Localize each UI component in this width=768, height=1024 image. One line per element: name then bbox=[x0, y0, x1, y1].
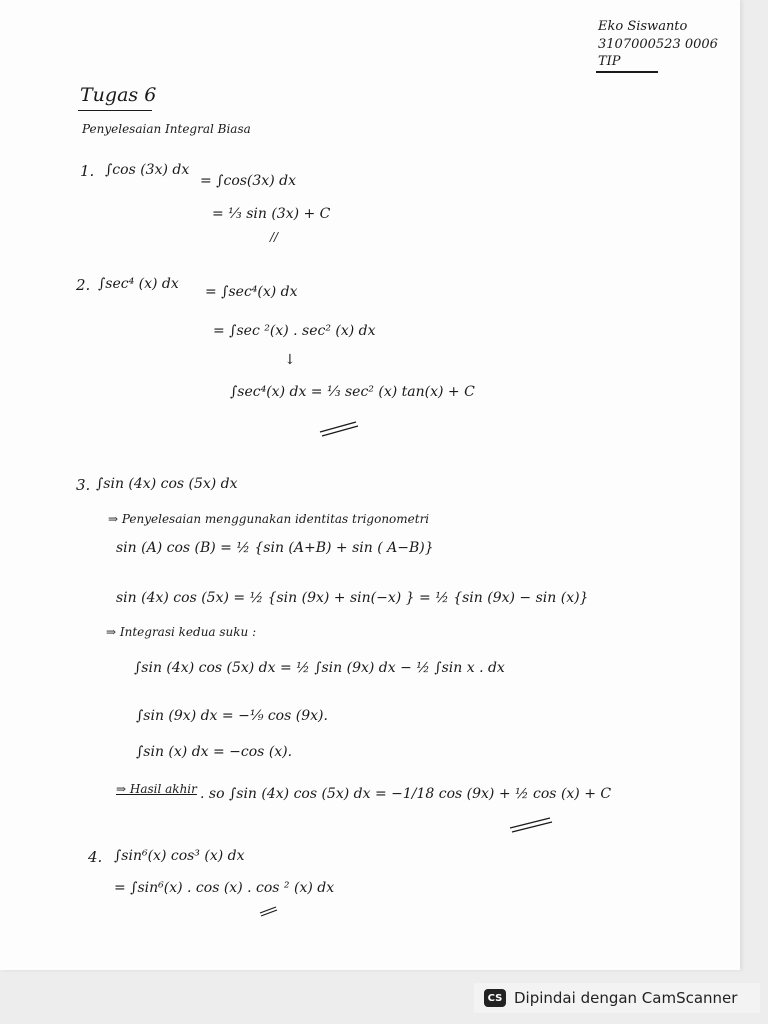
problem-3-final-label: ⇒ Hasil akhir bbox=[116, 782, 197, 796]
problem-3-done-mark bbox=[508, 812, 554, 834]
problem-1-step-2: = ⅓ sin (3x) + C bbox=[212, 206, 331, 222]
problem-2-result: ∫sec⁴(x) dx = ⅓ sec² (x) tan(x) + C bbox=[230, 384, 475, 400]
problem-3-note-2: ⇒ Integrasi kedua suku : bbox=[106, 625, 257, 639]
problem-1-number: 1. bbox=[80, 162, 95, 180]
problem-1-step-1: = ∫cos(3x) dx bbox=[200, 173, 296, 189]
problem-3-integral-1: ∫sin (9x) dx = −⅑ cos (9x). bbox=[136, 708, 328, 724]
problem-3-identity: sin (A) cos (B) = ½ {sin (A+B) + sin ( A−B)} bbox=[116, 540, 434, 556]
problem-1-question: ∫cos (3x) dx bbox=[105, 162, 190, 178]
author-name: Eko Siswanto bbox=[598, 19, 688, 34]
problem-3-split: ∫sin (4x) cos (5x) dx = ½ ∫sin (9x) dx − ½ ∫sin x . dx bbox=[134, 660, 505, 676]
camscanner-text: Dipindai dengan CamScanner bbox=[514, 989, 738, 1007]
author-id: 3107000523 0006 bbox=[598, 37, 718, 52]
camscanner-watermark bbox=[474, 983, 760, 1013]
problem-4-step-1: = ∫sin⁶(x) . cos (x) . cos ² (x) dx bbox=[114, 880, 335, 896]
problem-1-done-mark: // bbox=[270, 230, 279, 244]
problem-4-number: 4. bbox=[88, 848, 103, 866]
problem-3-note-1: ⇒ Penyelesaian menggunakan identitas trigonometri bbox=[108, 512, 430, 526]
problem-2-question: ∫sec⁴ (x) dx bbox=[98, 276, 179, 292]
problem-2-done-mark bbox=[318, 418, 360, 438]
problem-3-apply: sin (4x) cos (5x) = ½ {sin (9x) + sin(−x) } = ½ {sin (9x) − sin (x)} bbox=[116, 590, 589, 606]
problem-4-question: ∫sin⁶(x) cos³ (x) dx bbox=[114, 848, 245, 864]
camscanner-logo-icon: CS bbox=[484, 989, 506, 1007]
problem-2-step-2: = ∫sec ²(x) . sec² (x) dx bbox=[213, 323, 376, 339]
problem-2-number: 2. bbox=[76, 276, 91, 294]
problem-2-step-1: = ∫sec⁴(x) dx bbox=[205, 284, 298, 300]
title-underline bbox=[78, 110, 152, 111]
page-subtitle: Penyelesaian Integral Biasa bbox=[82, 122, 251, 136]
author-class: TIP bbox=[598, 54, 621, 69]
problem-2-arrow: ↓ bbox=[284, 352, 296, 368]
problem-3-number: 3. bbox=[76, 476, 91, 494]
problem-3-final: . so ∫sin (4x) cos (5x) dx = −1/18 cos (9x) + ½ cos (x) + C bbox=[200, 786, 612, 802]
problem-3-integral-2: ∫sin (x) dx = −cos (x). bbox=[136, 744, 293, 760]
problem-4-done-mark bbox=[258, 904, 280, 918]
page-title: Tugas 6 bbox=[80, 84, 157, 106]
header-underline bbox=[596, 71, 658, 73]
problem-3-question: ∫sin (4x) cos (5x) dx bbox=[96, 476, 238, 492]
